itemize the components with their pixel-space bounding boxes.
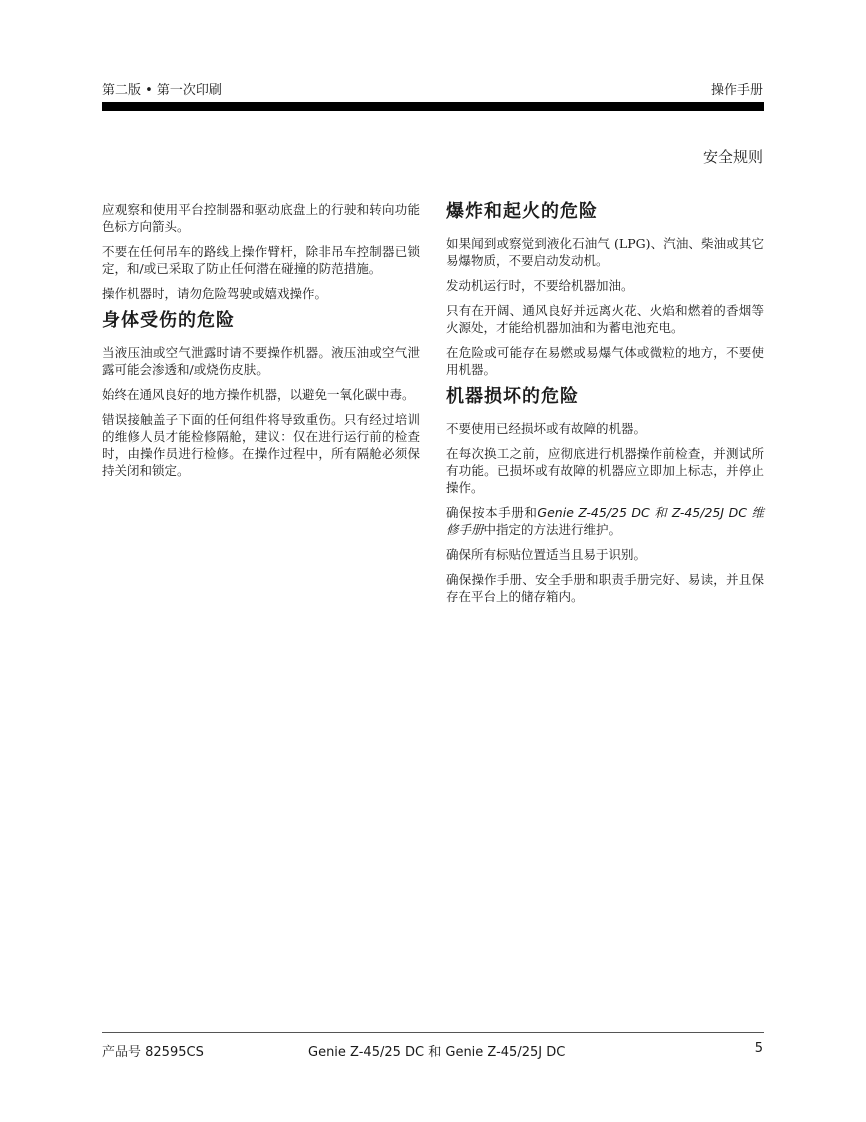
header-bar — [102, 102, 764, 111]
heading-machine-damage: 机器损坏的危险 — [446, 386, 579, 407]
paragraph-no-start-engine: 如果闻到或察觉到液化石油气 (LPG)、汽油、柴油或其它易爆物质，不要启动发动机。 — [446, 236, 764, 268]
footer-rule — [102, 1032, 764, 1033]
header-manual-title: 操作手册 — [710, 83, 763, 98]
paragraph-manuals: 确保操作手册、安全手册和职责手册完好、易读，并且保存在平台上的储存箱内。 — [446, 572, 764, 604]
section-title: 安全规则 — [702, 148, 763, 166]
paragraph-no-refuel: 发动机运行时，不要给机器加油。 — [446, 278, 634, 293]
paragraph-decals: 确保所有标贴位置适当且易于识别。 — [446, 547, 647, 562]
header-edition: 第二版 • 第一次印刷 — [102, 83, 222, 98]
right-column — [446, 201, 764, 613]
paragraph-pre-operation-check: 在每次换工之前，应彻底进行机器操作前检查，并测试所有功能。已损坏或有故障的机器应立即加上标志，并停止操作。 — [446, 446, 764, 495]
paragraph-no-reckless: 操作机器时，请勿危险驾驶或嬉戏操作。 — [102, 286, 328, 301]
paragraph-hydraulic-leak: 当液压油或空气泄露时请不要操作机器。液压油或空气泄露可能会渗透和/或烧伤皮肤。 — [102, 345, 420, 377]
maintenance-text-pre: 确保按本手册和 — [446, 505, 538, 520]
service-manual-title: Genie Z-45/25 DC 和 Z-45/25J DC 维修手册 — [446, 505, 764, 537]
footer-page-number: 5 — [754, 1041, 763, 1056]
paragraph-hazardous-area: 在危险或可能存在易燃或易爆气体或微粒的地方，不要使用机器。 — [446, 345, 764, 377]
paragraph-crane-path: 不要在任何吊车的路线上操作臂杆，除非吊车控制器已锁定，和/或已采取了防止任何潜在碰撞的防范措施。 — [102, 244, 420, 276]
heading-explosion-fire: 爆炸和起火的危险 — [446, 201, 598, 222]
paragraph-no-damaged-machine: 不要使用已经损坏或有故障的机器。 — [446, 421, 647, 436]
footer-model: Genie Z-45/25 DC 和 Genie Z-45/25J DC — [308, 1045, 566, 1060]
maintenance-text-post: 中指定的方法进行维护。 — [483, 522, 622, 537]
paragraph-direction-arrows: 应观察和使用平台控制器和驱动底盘上的行驶和转向功能色标方向箭头。 — [102, 202, 420, 234]
paragraph-covers: 错误接触盖子下面的任何组件将导致重伤。只有经过培训的维修人员才能检修隔舱，建议：仅在进行运行前的检查时，由操作员进行检修。在操作过程中，所有隔舱必须保持关闭和锁定。 — [102, 412, 420, 478]
footer-part-number: 产品号 82595CS — [102, 1045, 204, 1060]
paragraph-ventilation: 始终在通风良好的地方操作机器，以避免一氧化碳中毒。 — [102, 387, 415, 402]
left-column — [102, 201, 420, 487]
paragraph-refuel-location: 只有在开阔、通风良好并远离火花、火焰和燃着的香烟等火源处，才能给机器加油和为蓄电池充电。 — [446, 303, 764, 335]
paragraph-maintenance — [446, 504, 764, 538]
heading-body-injury: 身体受伤的危险 — [102, 310, 235, 331]
